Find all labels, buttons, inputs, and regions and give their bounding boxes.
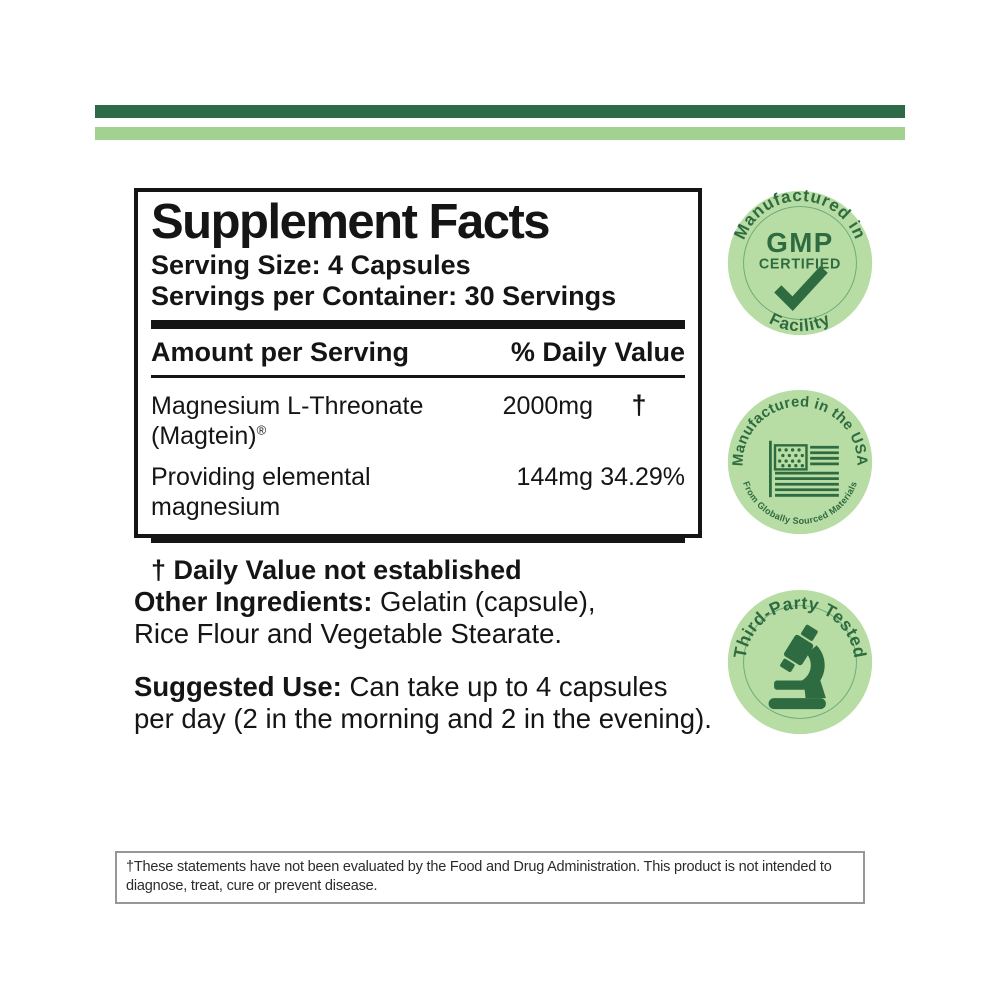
registered-mark: ® bbox=[256, 422, 267, 438]
amount-column-header: Amount per Serving bbox=[151, 337, 410, 368]
panel-title: Supplement Facts bbox=[151, 195, 550, 249]
brand-bar-dark bbox=[95, 105, 905, 118]
divider-thick-top bbox=[151, 320, 685, 329]
made-in-usa-badge bbox=[726, 388, 874, 536]
badge-arc-text-top: Manufactured in the USA bbox=[730, 394, 870, 467]
gmp-certified-badge bbox=[726, 189, 874, 337]
nutrient-amount: 2000mg bbox=[502, 392, 593, 421]
gmp-text: GMP bbox=[766, 226, 834, 258]
badge-arc-text-top: Manufactured in bbox=[730, 189, 870, 243]
brand-bar-light bbox=[95, 127, 905, 140]
servings-per-container: Servings per Container: 30 Servings bbox=[151, 281, 617, 312]
badge-arc-text-top: Third-Party Tested bbox=[729, 592, 871, 660]
fda-disclaimer-line: diagnose, treat, cure or prevent disease. bbox=[126, 877, 378, 894]
nutrient-row bbox=[151, 378, 685, 451]
daily-value-column-header: % Daily Value bbox=[510, 337, 685, 368]
badge-arc-text-bottom: Facility bbox=[766, 309, 834, 336]
other-ingredients-text: Rice Flour and Vegetable Stearate. bbox=[134, 617, 563, 649]
third-party-tested-badge bbox=[726, 588, 874, 736]
suggested-use-text: Can take up to 4 capsules bbox=[341, 670, 668, 702]
fda-disclaimer bbox=[115, 851, 865, 904]
nutrient-daily-value: † bbox=[631, 390, 647, 421]
nutrient-daily-value: 34.29% bbox=[600, 463, 685, 492]
column-header-row bbox=[151, 329, 685, 375]
daily-value-footnote: † Daily Value not established bbox=[151, 555, 522, 586]
nutrient-name: Magnesium L-Threonate (Magtein)® bbox=[151, 392, 424, 451]
supplement-facts-panel bbox=[134, 188, 702, 586]
nutrient-row bbox=[151, 451, 685, 522]
certified-text: CERTIFIED bbox=[758, 256, 842, 273]
badge-arc-text-bottom: From Globally Sourced Materials bbox=[741, 479, 859, 527]
other-ingredients bbox=[134, 586, 734, 650]
suggested-use bbox=[134, 671, 734, 735]
other-ingredients-label: Other Ingredients: bbox=[134, 585, 373, 617]
suggested-use-label: Suggested Use: bbox=[134, 670, 342, 702]
nutrient-amount: 144mg bbox=[516, 463, 593, 492]
serving-size: Serving Size: 4 Capsules bbox=[151, 249, 471, 280]
other-ingredients-text: Gelatin (capsule), bbox=[372, 585, 596, 617]
suggested-use-text: per day (2 in the morning and 2 in the evening). bbox=[134, 702, 712, 734]
divider-thick-bottom bbox=[151, 534, 685, 543]
nutrient-name: Providing elemental magnesium bbox=[151, 463, 371, 522]
fda-disclaimer-line: †These statements have not been evaluated by the Food and Drug Administration. This product is not intended to bbox=[126, 859, 832, 875]
